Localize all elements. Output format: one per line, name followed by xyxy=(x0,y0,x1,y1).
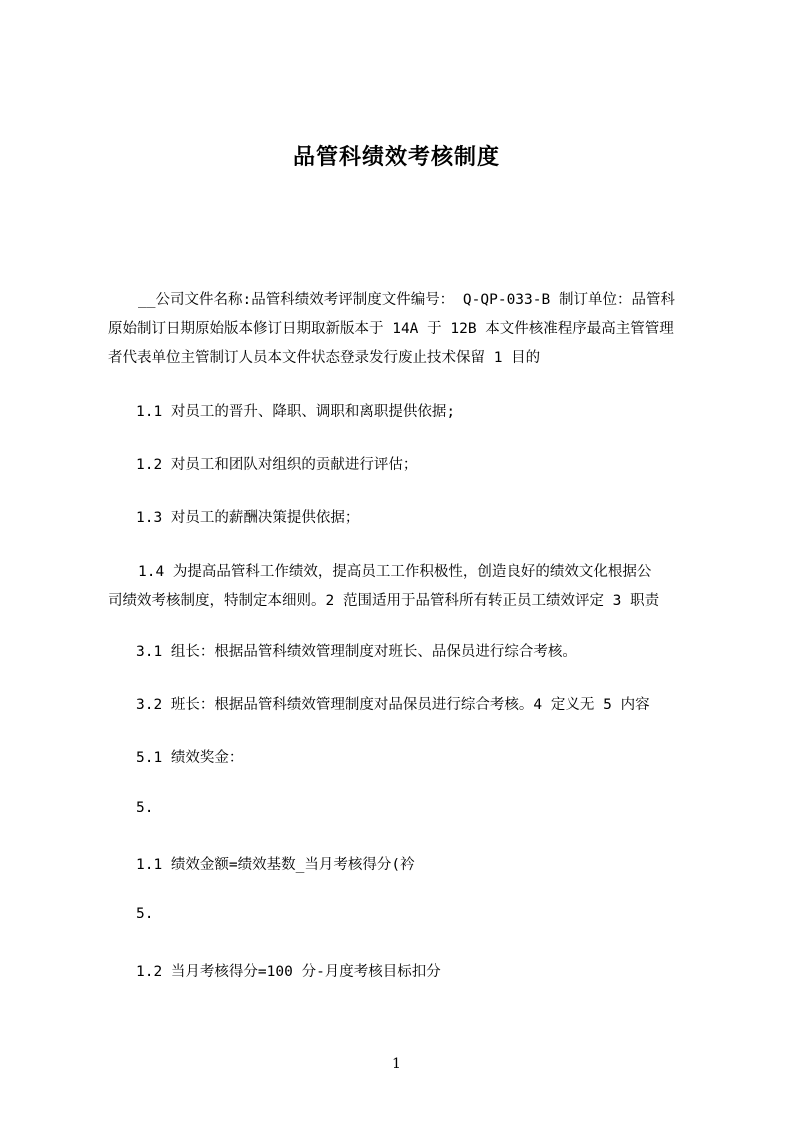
paragraph-3-2: 3.2 班长：根据品管科绩效管理制度对品保员进行综合考核。4 定义无 5 内容 xyxy=(136,697,650,713)
intro-line-3: 者代表单位主管制订人员本文件状态登录发行废止技术保留 1 目的 xyxy=(108,350,541,366)
intro-line-1: __公司文件名称:品管科绩效考评制度文件编号： Q-QP-033-B 制订单位：品管科 xyxy=(138,292,675,308)
intro-paragraph xyxy=(108,286,708,373)
paragraph-1-1-bonus: 1.1 绩效金额=绩效基数_当月考核得分(衿 xyxy=(136,857,415,873)
paragraph-1-4-line-1: 1.4 为提高品管科工作绩效，提高员工工作积极性，创造良好的绩效文化根据公 xyxy=(138,564,652,580)
paragraph-5-b: 5. xyxy=(136,906,154,922)
page-number: 1 xyxy=(392,1056,401,1072)
page-title: 品管科绩效考核制度 xyxy=(292,145,500,170)
paragraph-1-4-line-2: 司绩效考核制度，特制定本细则。2 范围适用于品管科所有转正员工绩效评定 3 职责 xyxy=(108,593,660,609)
paragraph-5-1: 5.1 绩效奖金： xyxy=(136,750,244,766)
paragraph-1-1: 1.1 对员工的晋升、降职、调职和离职提供依据; xyxy=(136,404,456,420)
paragraph-1-2-score: 1.2 当月考核得分=100 分-月度考核目标扣分 xyxy=(136,964,441,980)
paragraph-1-2: 1.2 对员工和团队对组织的贡献进行评估； xyxy=(136,457,418,473)
paragraph-1-4 xyxy=(108,558,659,616)
paragraph-3-1: 3.1 组长：根据品管科绩效管理制度对班长、品保员进行综合考核。 xyxy=(136,644,577,660)
paragraph-1-3: 1.3 对员工的薪酬决策提供依据； xyxy=(136,510,360,526)
intro-line-2: 原始制订日期原始版本修订日期取新版本于 14A 于 12B 本文件核准程序最高主管管理 xyxy=(108,321,674,337)
paragraph-5-a: 5. xyxy=(136,800,154,816)
